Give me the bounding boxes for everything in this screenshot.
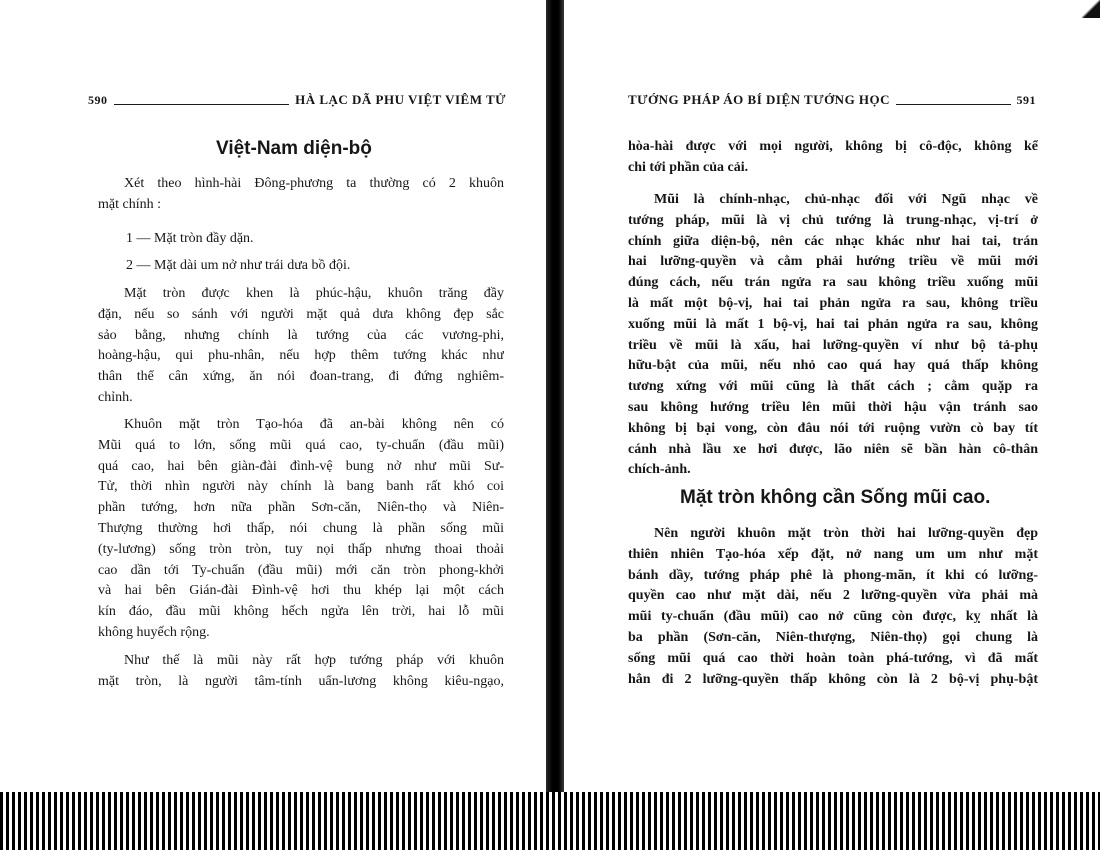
text-line: kín đáo, đầu mũi không hếch ngửa lên trời, hai lỗ mũi (98, 604, 504, 620)
text-line: đúng cách, nếu trán ngửa ra sau không triều xuống mũi (628, 275, 1038, 291)
text-line: Tử, thời nhìn người này chính là bang banh rất khó coi (98, 479, 504, 495)
text-line: mặt tròn, là người tâm-tính uẩn-lương không kiêu-ngạo, (98, 673, 504, 689)
text-line: thiên nhiên Tạo-hóa xếp đặt, nở nang um um như mặt (628, 546, 1038, 562)
continued-paragraph (628, 137, 1038, 179)
text-line: tướng pháp, mũi là vị chủ tướng là trung-nhạc, vị-trí ở (628, 212, 1038, 228)
text-line: chỉnh. (98, 389, 133, 405)
text-line: Mặt tròn được khen là phúc-hậu, khuôn trăng đầy (124, 286, 504, 301)
text-line: và hai bên Gián-đài Đình-vệ hơi thu khép lại một cách (98, 583, 504, 599)
header-rule (114, 104, 290, 105)
intro-paragraph (98, 174, 504, 216)
list-item: 2 — Mặt dài um nở như trái dưa bồ đội. (126, 257, 351, 273)
text-line: chích-ảnh. (628, 462, 691, 478)
text-line: sống mũi quá cao thời hoàn toàn phá-tướng, vì đã mất (628, 650, 1038, 666)
text-line: Khuôn mặt tròn Tạo-hóa đã an-bài không nên có (124, 417, 504, 432)
left-page-header (88, 86, 506, 108)
text-line: quyền cao như mặt dài, nếu 2 lưỡng-quyền vừa phải mà (628, 588, 1038, 604)
face-type-list (126, 229, 504, 277)
text-line: không huyếch rộng. (98, 624, 210, 640)
text-line: Xét theo hình-hài Đông-phương ta thường có 2 khuôn (124, 176, 504, 191)
text-line: chính giữa diện-bộ, nên các nhạc khác như hai tai, trán (628, 233, 1038, 249)
text-line: Mũi quá to lớn, sống mũi quá cao, ty-chuẩn (đầu mũi) (98, 437, 504, 453)
paragraph (628, 524, 1038, 690)
text-line: ba phần (Sơn-căn, Niên-thượng, Niên-thọ) gọi chung là (628, 629, 1038, 645)
text-line: quá cao, hai bên giàn-đài đình-vệ bung nở như mũi Sư- (98, 458, 504, 474)
right-running-header: TƯỚNG PHÁP ÁO BÍ DIỆN TƯỚNG HỌC (628, 92, 891, 107)
text-line: hẳn đi 2 lưỡng-quyền thấp không còn là 2 bộ-vị phụ-bật (628, 671, 1038, 687)
text-line: bánh dầy, tướng pháp phê là phong-mãn, ít khi có lưỡng- (628, 567, 1038, 583)
text-line: mặt chính : (98, 196, 161, 212)
scanner-edge-strip (0, 792, 1100, 850)
text-line: phần tướng, hơn nữa phần Sơn-căn, Niên-thọ và Niên- (98, 500, 504, 516)
paragraph (98, 284, 504, 409)
list-item: 1 — Mặt tròn đầy dặn. (126, 231, 254, 246)
paragraph (628, 190, 1038, 481)
left-running-header: HÀ LẠC DÃ PHU VIỆT VIÊM TỬ (295, 92, 506, 107)
text-line: chi tới phần của cải. (628, 159, 749, 175)
text-line: hữu-bật của mũi, nếu nhỏ cao quá hay quá thấp không (628, 358, 1038, 374)
right-page-number: 591 (1016, 93, 1036, 107)
right-page-header (628, 86, 1036, 108)
text-line: triều về mũi là xấu, hai lưỡng-quyền ví như bộ tả-phụ (628, 337, 1038, 353)
text-line: Nên người khuôn mặt tròn thời hai lưỡng-quyền đẹp (654, 526, 1038, 541)
text-line: hoàng-hậu, qui phu-nhân, nếu hợp thêm tướng khác như (98, 348, 504, 364)
paragraph (98, 415, 504, 644)
text-line: cao dần tới Ty-chuẩn (đầu mũi) mới căn tròn phong-khởi (98, 562, 504, 578)
text-line: hòa-hài được với mọi người, không bị cô-độc, không kể (628, 139, 1038, 154)
text-line: hai lưỡng-quyền và cằm phải hướng triều về mũi mới (628, 254, 1038, 270)
book-spine (546, 0, 564, 850)
text-line: Mũi là chính-nhạc, chủ-nhạc đối với Ngũ nhạc về (654, 192, 1038, 207)
text-line: (ty-lương) sống tròn tròn, tuy nọi thấp nhưng thoai thoải (98, 541, 504, 557)
text-line: mũi ty-chuẩn (đầu mũi) cao nở cũng còn được, kỵ nhất là (628, 609, 1038, 625)
text-line: Thượng thường hơi thấp, nói chung là phần sống mũi (98, 520, 504, 536)
text-line: sau không hướng triều lên mũi thời hậu vận tránh sao (628, 399, 1038, 415)
paragraph (98, 651, 504, 693)
scan-corner-shadow (1082, 0, 1100, 18)
section-title-right: Mặt tròn không cần Sống mũi cao. (680, 487, 991, 508)
text-line: sảo bằng, nhưng chính là tướng của các vương-phi, (98, 327, 504, 343)
section-title-left: Việt-Nam diện-bộ (216, 138, 372, 159)
left-page-number: 590 (88, 93, 108, 107)
text-line: không bị bại vong, còn đâu nói tới ruộng vườn cò bay tít (628, 420, 1038, 436)
text-line: thân thể cân xứng, ăn nói đoan-trang, đi đứng nghiêm- (98, 369, 504, 385)
text-line: tương xứng với mũi cũng là thất cách ; cằm quặp ra (628, 379, 1038, 395)
header-rule (896, 104, 1010, 105)
text-line: Như thế là mũi này rất hợp tướng pháp với khuôn (124, 653, 504, 668)
text-line: cánh nhà lầu xe hơi được, lão niên sẽ bần hàn cô-thân (628, 441, 1038, 457)
text-line: xuống mũi là mất 1 bộ-vị, hai tai phản ngửa ra sau, không (628, 316, 1038, 332)
text-line: đặn, nếu so sánh với người mặt quả dưa không đẹp sắc (98, 306, 504, 322)
text-line: là mất một bộ-vị, hai tai phản ngửa ra sau, không triều (628, 295, 1038, 311)
